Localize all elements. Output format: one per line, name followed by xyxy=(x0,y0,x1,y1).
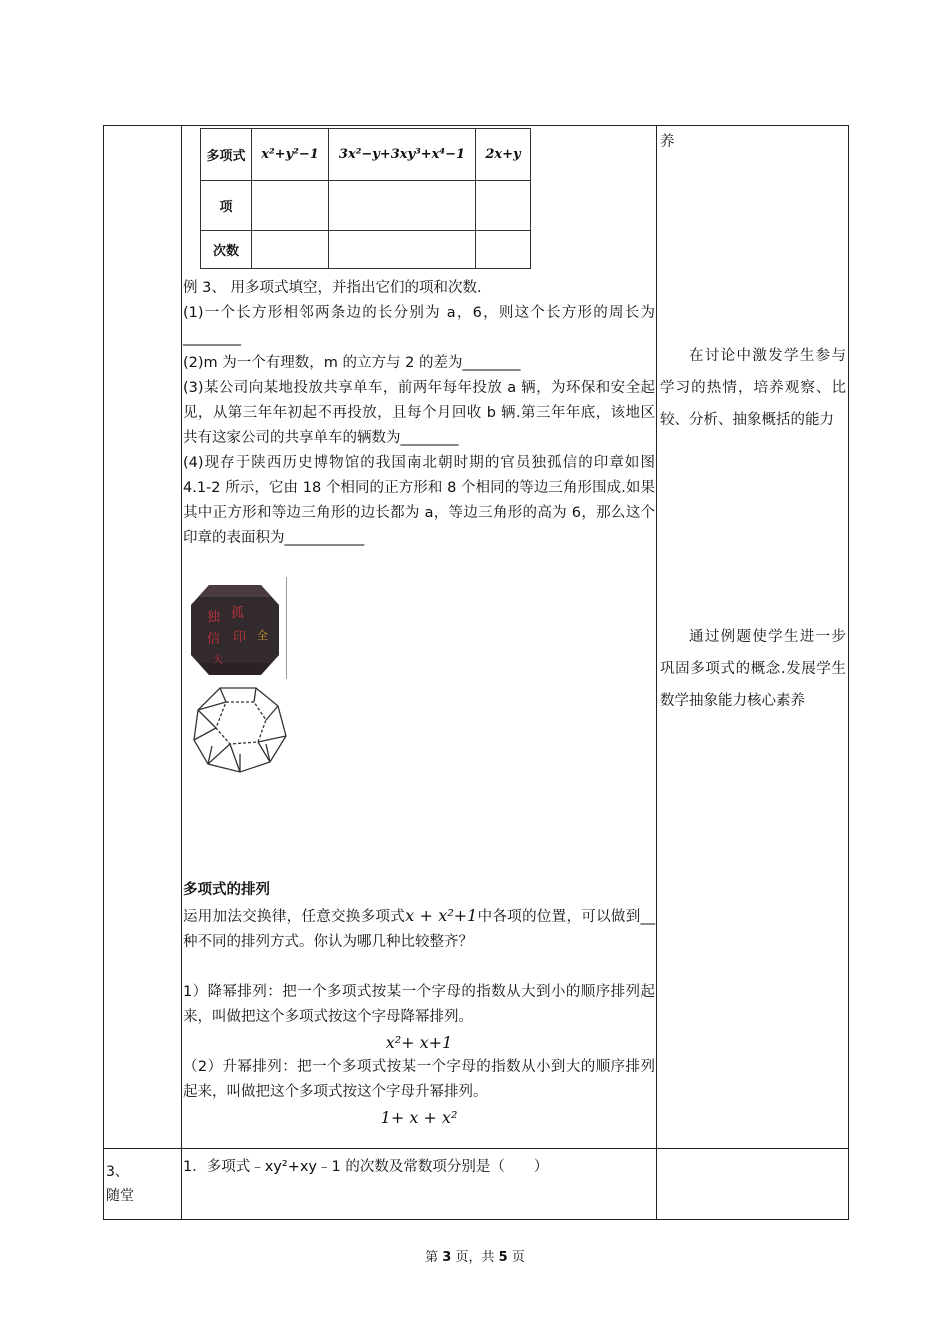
arrangement-intro-before: 运用加法交换律，任意交换多项式 xyxy=(183,909,406,925)
example-3-q1: (1)一个长方形相邻两条边的长分别为 a，6，则这个长方形的周长为________ xyxy=(183,305,655,346)
seal-char-5: 全 xyxy=(257,629,268,642)
seal-photo xyxy=(187,577,283,679)
page-footer xyxy=(0,1246,950,1265)
arrangement-intro xyxy=(183,903,655,955)
example-3-q2: (2)m 为一个有理数，m 的立方与 2 的差为________ xyxy=(183,355,521,371)
seal-char-6: 大 xyxy=(213,655,223,666)
example-3-q4: (4)现存于陕西历史博物馆的我国南北朝时期的官员独孤信的印章如图 4.1-2 所示，它由 18 个相同的正方形和 8 个相同的等边三角形围成.如果其中正方形和等边三角形的边长都为 a，等边三角形的高为 6，那么这个印章的表面积为___________ xyxy=(183,455,655,546)
side-note-1: 养 xyxy=(660,134,675,150)
side-note-3-text: 通过例题使学生进一步巩固多项式的概念.发展学生数学抽象能力核心素养 xyxy=(660,629,846,709)
arrangement-intro-expr: x + x²+1 xyxy=(405,906,478,925)
side-note-2-text: 在讨论中激发学生参与学习的热情，培养观察、比较、分析、抽象概括的能力 xyxy=(660,348,846,428)
polyhedron-drawing xyxy=(190,684,290,774)
example-3 xyxy=(183,276,655,551)
polynomial-table xyxy=(200,128,531,269)
footer-total-pages: 5 xyxy=(498,1250,508,1265)
section-3-title: 随堂 xyxy=(106,1188,134,1204)
descending-expression: x²+ x+1 xyxy=(385,1033,453,1052)
blank-line xyxy=(183,955,655,980)
seal-char-4: 印 xyxy=(233,630,247,645)
footer-page-number: 3 xyxy=(442,1250,452,1265)
degree-cell-3[interactable] xyxy=(476,231,531,269)
polynomial-2: 3x²−y+3xy³+x⁴−1 xyxy=(329,129,476,181)
row-header-degree: 次数 xyxy=(201,231,252,269)
arrangement-section xyxy=(183,878,655,1130)
column-divider-1 xyxy=(181,126,182,1219)
footer-pre: 第 xyxy=(425,1250,439,1265)
degree-cell-2[interactable] xyxy=(329,231,476,269)
degree-cell-1[interactable] xyxy=(252,231,329,269)
row-header-terms: 项 xyxy=(201,181,252,231)
section-3-question: 1．多项式﹣xy²+xy﹣1 的次数及常数项分别是（ ） xyxy=(183,1159,549,1175)
seal-char-3: 信 xyxy=(207,632,221,647)
section-3-number: 3、 xyxy=(106,1164,129,1180)
section-3-label xyxy=(106,1160,178,1208)
seal-char-1: 独 xyxy=(207,610,221,625)
seal-char-2: 孤 xyxy=(231,606,245,621)
arrangement-heading: 多项式的排列 xyxy=(183,882,270,898)
ascending-definition: （2）升幂排列：把一个多项式按某一个字母的指数从小到大的顺序排列起来，叫做把这个多项式按这个字母升幂排列。 xyxy=(183,1059,655,1100)
column-divider-2 xyxy=(656,126,657,1219)
terms-cell-2[interactable] xyxy=(329,181,476,231)
polynomial-1: x²+y²−1 xyxy=(252,129,329,181)
row-header-polynomial: 多项式 xyxy=(201,129,252,181)
row-divider xyxy=(104,1148,848,1149)
descending-definition: 1）降幂排列：把一个多项式按某一个字母的指数从大到小的顺序排列起来，叫做把这个多项式按这个字母降幂排列。 xyxy=(183,984,655,1025)
terms-cell-1[interactable] xyxy=(252,181,329,231)
arrangement-intro-after: 中各项的位置，可以做到__种不同的排列方式。你认为哪几种比较整齐？ xyxy=(183,909,656,950)
photo-border-line xyxy=(286,577,287,679)
example-3-q3: (3)某公司向某地投放共享单车，前两年每年投放 a 辆，为环保和安全起见，从第三年年初起不再投放，且每个月回收 b 辆.第三年年底，该地区共有这家公司的共享单车的辆数为________ xyxy=(183,380,655,446)
polynomial-3: 2x+y xyxy=(476,129,531,181)
footer-mid: 页，共 xyxy=(455,1250,495,1265)
side-note-3 xyxy=(660,621,846,717)
terms-cell-3[interactable] xyxy=(476,181,531,231)
ascending-expression: 1+ x + x² xyxy=(380,1108,458,1127)
side-note-2 xyxy=(660,340,846,436)
example-3-title: 例 3、 用多项式填空，并指出它们的项和次数. xyxy=(183,280,482,296)
footer-post: 页 xyxy=(511,1250,525,1265)
